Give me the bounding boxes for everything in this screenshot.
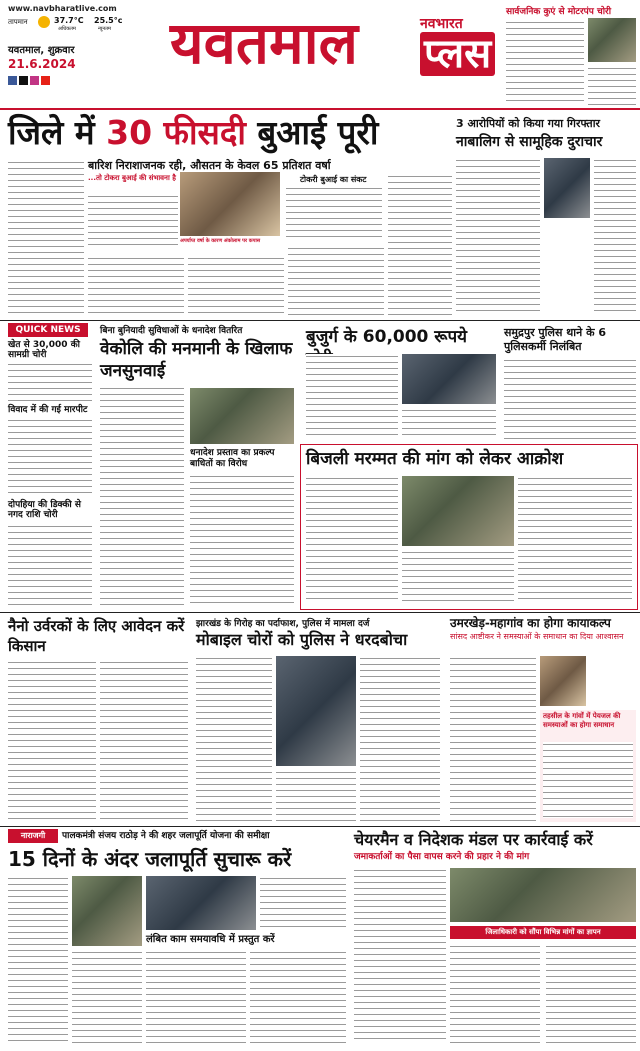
umarkhed-headline: उमरखेड़-महागांव का होगा कायाकल्प (450, 616, 611, 630)
rule-2 (0, 612, 640, 613)
mobile-headline: मोबाइल चोरों को पुलिस ने धरदबोचा (196, 630, 408, 649)
social-icons (8, 76, 68, 86)
water-kicker: पालकमंत्री संजय राठोड़ ने की शहर जलापूर्ति योजना की समीक्षा (62, 831, 270, 841)
theft-photo (402, 354, 496, 404)
police-body (504, 358, 636, 440)
temp-min: 25.5°c (94, 16, 123, 25)
quick-news-item-1: खेत से 30,000 की सामग्री चोरी (8, 340, 80, 360)
chairman-headline: चेयरमैन व निदेशक मंडल पर कार्रवाई करें (354, 830, 593, 849)
water-photo-1 (72, 876, 142, 946)
nano-headline: नैनो उर्वरकों के लिए आवेदन करें किसान (8, 617, 185, 655)
electric-photo (402, 476, 514, 546)
side-col-2 (594, 158, 636, 316)
temp-min-label: न्यूनतम (98, 26, 111, 32)
x-icon[interactable] (19, 76, 28, 85)
chairman-sub: जमाकर्ताओं का पैसा वापस करने की प्रहार ने की मांग (354, 852, 530, 862)
theft-col-2 (402, 408, 496, 440)
water-photo-2 (146, 876, 256, 930)
masthead-rule (0, 108, 640, 110)
lead-headline-post: बुआई पूरी (257, 113, 379, 152)
lead-subhead: बारिश निराशाजनक रही, औसतन के केवल 65 प्रतिशत वर्षा (88, 159, 331, 172)
chairman-col-2 (450, 944, 540, 1044)
lead-quote-body (88, 194, 178, 250)
top-right-body (506, 20, 584, 106)
water-col-3 (72, 950, 142, 1044)
quick-news-body-2 (8, 418, 92, 498)
umarkhed-photo (540, 656, 586, 706)
weather-box (8, 16, 138, 36)
water-col-5 (250, 950, 346, 1044)
side-headline-1: 3 आरोपियों को किया गया गिरफ्तार (456, 117, 601, 130)
water-tag: नाराजगी (8, 829, 58, 843)
masthead-title: यवतमाल (170, 9, 358, 77)
electric-col-3 (518, 476, 632, 604)
umarkhed-box-title: तहसील के गांवों में पेयजल की समस्याओं का होगा समाधान (543, 712, 621, 729)
facebook-icon[interactable] (8, 76, 17, 85)
lead-headline-num: 30 फीसदी (106, 113, 246, 152)
quick-news-item-3: दोपहिया की डिक्की से नगद राशि चोरी (8, 500, 81, 520)
sun-icon (38, 16, 50, 28)
mobile-col-1 (196, 656, 272, 822)
electric-col-1 (306, 476, 398, 604)
water-col-4 (146, 950, 246, 1044)
theft-headline: बुजुर्ग के 60,000 रूपये (306, 327, 468, 347)
side-photo (544, 158, 590, 218)
temp-max-label: अधिकतम (58, 26, 76, 32)
water-col-1 (8, 876, 68, 1044)
umarkhed-body (450, 656, 536, 822)
vekoli-sub: धनादेश प्रस्ताव का प्रकल्प बाधितों का विरोध (190, 448, 275, 469)
youtube-icon[interactable] (41, 76, 50, 85)
lead-col-3 (188, 256, 284, 316)
mobile-col-2 (276, 770, 356, 822)
chairman-box: जिलाधिकारी को सौंपा विभिन्न मांगों का ज्ञापन (450, 926, 636, 939)
mobile-col-3 (360, 656, 440, 822)
quick-news-label: QUICK NEWS (8, 323, 88, 337)
top-right-headline: सार्वजनिक कुएं से मोटरपंप चोरी (506, 7, 612, 17)
electric-headline: बिजली मरम्मत की मांग को लेकर आक्रोश (306, 449, 564, 469)
vekoli-photo (190, 388, 294, 444)
lead-box-body (286, 186, 382, 238)
umarkhed-box-body (543, 742, 633, 818)
lead-photo-caption: अपर्याप्त वर्षा के कारण अंकोलाम पर कपास (180, 238, 261, 244)
rule-3 (0, 826, 640, 827)
lead-col-1 (8, 160, 84, 316)
lead-col-2 (88, 256, 184, 316)
site-url[interactable]: www.navbharatlive.com (8, 4, 117, 13)
chairman-col-3 (546, 944, 636, 1044)
lead-col-4 (288, 246, 384, 316)
lead-quote: ...तो टोकरा बुआई की संभावना है (88, 174, 176, 182)
temp-max: 37.7°C (54, 16, 84, 25)
theft-col-1 (306, 354, 398, 440)
lead-box-right: टोकरी बुआई का संकट (300, 175, 367, 184)
quick-news-body-1 (8, 362, 92, 402)
edition-day: यवतमाल, शुक्रवार (8, 45, 75, 56)
police-headline: समुद्रपुर पुलिस थाने के 6 पुलिसकर्मी निलंबित (504, 326, 606, 353)
vekoli-kicker: बिना बुनियादी सुविधाओं के धनादेश वितरित (100, 326, 243, 336)
edition-date: 21.6.2024 (8, 57, 76, 71)
vekoli-headline: वेकोलि की मनमानी के खिलाफ जनसुनवाई (100, 339, 293, 381)
side-headline-2: नाबालिग से सामूहिक दुराचार (456, 134, 603, 150)
vekoli-col-2 (190, 474, 294, 608)
brand-bottom: प्लस (420, 32, 495, 76)
weather-label: तापमान (8, 18, 28, 26)
lead-headline-pre: जिले में (8, 113, 95, 152)
top-right-photo (588, 18, 636, 62)
side-col-1 (456, 158, 540, 316)
lead-col-5 (388, 174, 452, 316)
rule-1 (0, 320, 640, 321)
nano-col-2 (100, 660, 188, 822)
nano-col-1 (8, 660, 96, 822)
lead-headline (8, 112, 448, 154)
umarkhed-sub: सांसद आष्टीकर ने समस्याओं के समाधान का दिया आश्वासन (450, 632, 624, 641)
water-headline: 15 दिनों के अंदर जलापूर्ति सुचारू करें (8, 847, 292, 871)
water-sub: लंबित काम समयावधि में प्रस्तुत करें (146, 934, 275, 945)
top-right-body-2 (588, 66, 636, 106)
water-col-2 (260, 876, 346, 930)
lead-photo (180, 172, 280, 236)
brand-top: नवभारत (420, 16, 463, 32)
electric-col-2 (402, 550, 514, 604)
quick-news-body-3 (8, 524, 92, 608)
chairman-photo (450, 868, 636, 922)
quick-news-item-2: विवाद में की गई मारपीट (8, 405, 88, 415)
chairman-col-1 (354, 868, 446, 1044)
mobile-photo (276, 656, 356, 766)
vekoli-col-1 (100, 386, 184, 608)
mobile-kicker: झारखंड के गिरोह का पर्दाफाश, पुलिस में मामला दर्ज (196, 619, 370, 629)
instagram-icon[interactable] (30, 76, 39, 85)
